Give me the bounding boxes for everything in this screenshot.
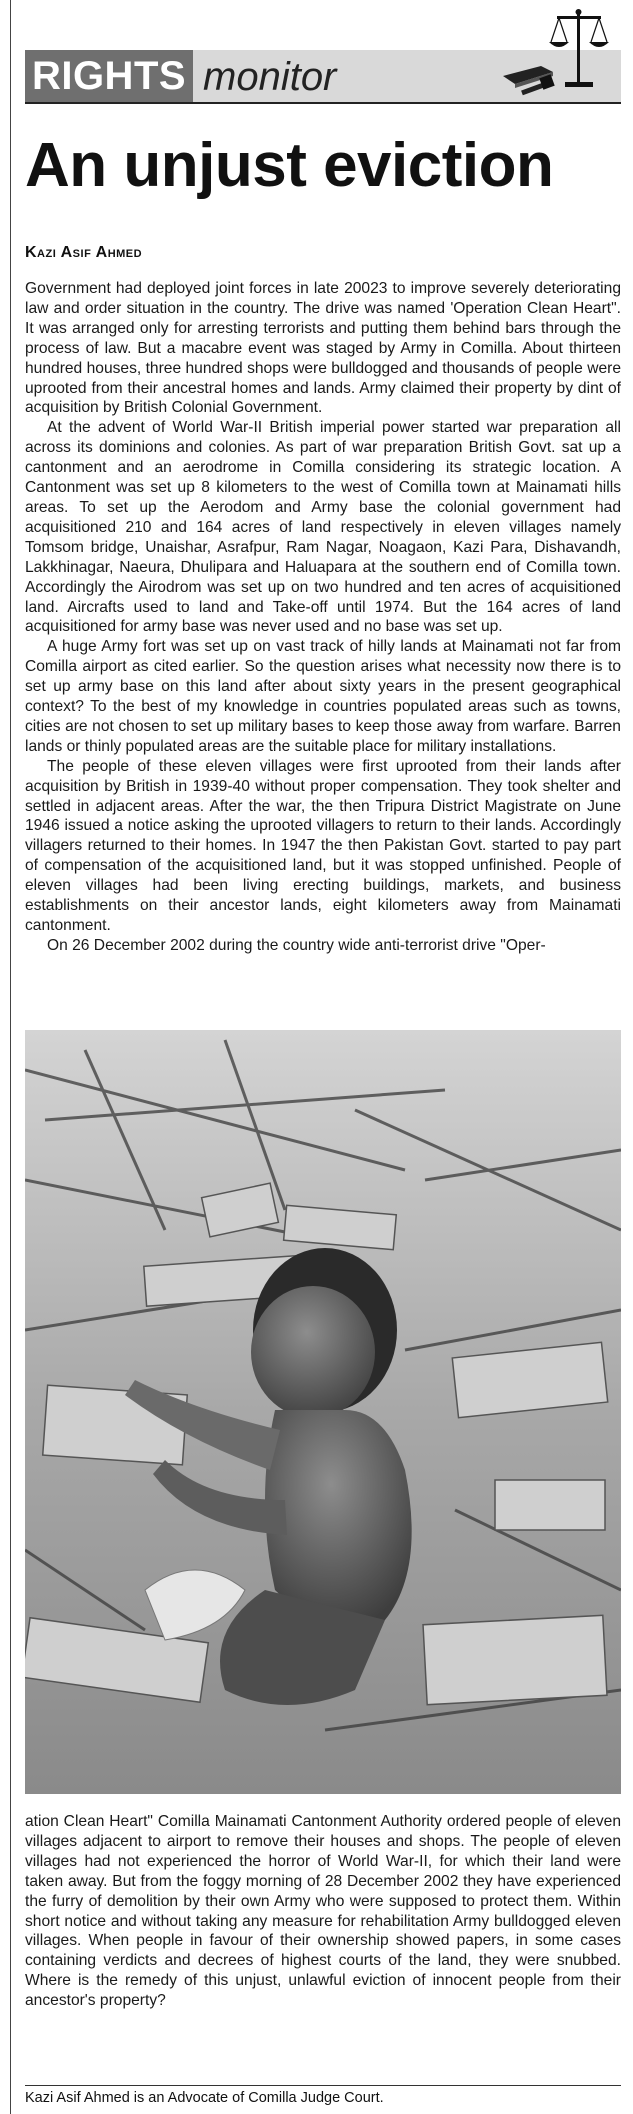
news-photo: [25, 1030, 621, 1794]
article-body-bottom: [25, 1812, 621, 2011]
author-footnote: Kazi Asif Ahmed is an Advocate of Comilla Judge Court.: [25, 2090, 384, 2106]
byline: [25, 244, 142, 262]
paragraph: ation Clean Heart" Comilla Mainamati Cantonment Authority ordered people of eleven villages adjacent to airport to remove their houses and shops. The people of eleven villages had not experienced the horror of World War-II, for which their land were taken away. But from the foggy morning of 28 December 2002 they have experienced the furry of demolition by their own Army who were supposed to protect them. Within short notice and without taking any measure for rehabilitation Army bulldogged eleven villages. When people in favour of their ownership showed papers, in some cases containing verdicts and decrees of highest courts of the land, they were snubbed. Where is the remedy of this unjust, unlawful eviction of innocent people from their ancestor's property?: [25, 1813, 621, 2010]
paragraph: A huge Army fort was set up on vast track of hilly lands at Mainamati not far from Comilla airport as cited earlier. So the question arises what necessity now there is to set up army base on this land after about sixty years in the present geographical context? To the best of my knowledge in countries populated areas such as towns, cities are not chosen to set up military bases to keep those away from warfare. Barren lands or thinly populated areas are the suitable place for military installations.: [25, 638, 621, 755]
photo-illustration: [25, 1030, 621, 1794]
scales-of-justice-icon: [491, 6, 621, 102]
author-name: Kazi Asif Ahmed: [25, 244, 143, 261]
paragraph: At the advent of World War-II British imperial power started war preparation all across its dominions and colonies. As part of war preparation British Govt. sat up a cantonment and an aerodrome in Comilla considering its strategic location. A Cantonment was set up 8 kilometers to the west of Comilla town at Mainamati hills areas. To set up the Aerodom and Army base the colonial government had acquisitioned 210 and 164 acres of land respectively in eleven villages namely Tomsom bridge, Unaishar, Asrafpur, Ram Nagar, Noagaon, Kazi Para, Dishavandh, Lakkhinagar, Naeura, Dhulipara and Haluapara at the southern end of Comilla town. Accordingly the Airodrom was set up on two hundred and ten acres of acquisitioned land. Aircrafts used to land and Take-off until 1974. But the 164 acres of land acquisitioned for army base was never used and no base was set up.: [25, 419, 621, 636]
article-title: An unjust eviction: [25, 131, 554, 200]
section-sub-label: monitor: [203, 55, 337, 99]
article-body-top: [25, 279, 621, 956]
paragraph: Government had deployed joint forces in late 20023 to improve severely deteriorating law and order situation in the country. The drive was named 'Operation Clean Heart". It was arranged only for arresting terrorists and putting them behind bars through the process of law. But a macabre event was staged by Army in Comilla. About thirteen hundred houses, three hundred shops were bulldogged and thousands of people were uprooted from their ancestral homes and lands. Army claimed their property by dint of acquisition by British Colonial Government.: [25, 280, 621, 417]
left-column-rule: [10, 0, 11, 2114]
paragraph: The people of these eleven villages were first uprooted from their lands after acquisition by British in 1939-40 without proper compensation. They took shelter and settled in adjacent areas. After the war, the then Tripura District Magistrate on June 1946 issued a notice asking the uprooted villagers to return to their lands. Accordingly villagers returned to their homes. In 1947 the then Pakistan Govt. started to pay part of compensation of the acquisitioned land, but it was stopped unfinished. People of eleven villages had been living erecting buildings, markets, and business establishments on their ancestor lands, eight kilometers away from Mainamati cantonment.: [25, 757, 621, 934]
section-label: RIGHTS: [25, 50, 193, 102]
paragraph: On 26 December 2002 during the country wide anti-terrorist drive "Oper-: [47, 936, 546, 954]
section-header: [25, 6, 621, 102]
footnote-rule: [25, 2085, 621, 2086]
